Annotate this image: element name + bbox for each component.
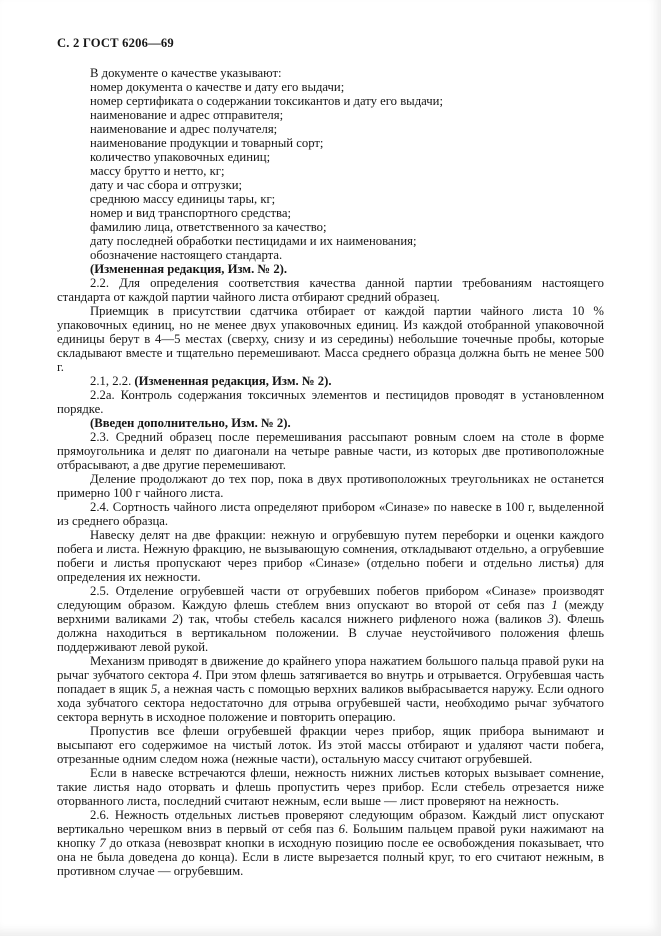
list-line <box>57 234 604 248</box>
document-body <box>57 66 604 878</box>
list-line <box>57 122 604 136</box>
list-line <box>57 108 604 122</box>
text-run: (между верхними валиками <box>57 598 605 626</box>
text-run: наименование и адрес отправителя; <box>90 108 284 122</box>
list-line <box>57 136 604 150</box>
text-run: Пропустив все флеши огрубевшей фракции через прибор, ящик прибора вынимают и высыпают его содержимое на чистый лоток. Из этой массы отбирают и удаляют части побега, отрезанные одним следом ножа (нежные части), остальную массу считают огрубевшей. <box>57 724 604 766</box>
text-run: номер сертификата о содержании токсикантов и дату его выдачи; <box>90 94 443 108</box>
text-run: Деление продолжают до тех пор, пока в двух противоположных треугольниках не останется примерно 100 г чайного листа. <box>57 472 604 500</box>
paragraph <box>57 276 604 304</box>
text-run: 2.3. Средний образец после перемешивания рассыпают ровным слоем на столе в форме прямоугольника и делят по диагонали на четыре равные части, из которых две противоположные отбрасывают, а две другие перемешивают. <box>57 430 604 472</box>
text-run: . Большим пальцем правой руки нажимают на кнопку <box>57 822 605 850</box>
paragraph <box>57 766 604 808</box>
paragraph <box>57 304 604 374</box>
list-line <box>57 164 604 178</box>
text-run: (Измененная редакция, Изм. № 2). <box>134 374 332 388</box>
text-run: ) так, чтобы стебель касался нижнего рифленого ножа (валиков <box>178 612 548 626</box>
paragraph <box>57 500 604 528</box>
text-run: наименование и адрес получателя; <box>90 122 278 136</box>
list-line <box>57 178 604 192</box>
text-run: до отказа (невозврат кнопки в исходную позицию после ее освобождения показывает, что она не была доведена до конца). Если в листе вырезается полный круг, то его считают нежным, в противном случае — огрубевшим. <box>57 836 604 878</box>
paragraph <box>57 374 604 388</box>
text-run: Приемщик в присутствии сдатчика отбирает от каждой партии чайного листа 10 % упаковочных единиц, но не менее двух упаковочных единиц. Из каждой отобранной упаковочной единицы берут в 4—5 местах (сверху, снизу и из середины) небольшие точечные пробы, которые складывают вместе и тщательно перемешивают. Масса среднего образца должна быть не менее 500 г. <box>57 304 604 374</box>
list-line <box>57 150 604 164</box>
text-run: (Введен дополнительно, Изм. № 2). <box>90 416 291 430</box>
text-run: 2.2. Для определения соответствия качества данной партии требованиям настоящего стандарта от каждой партии чайного листа отбирают средний образец. <box>57 276 604 304</box>
text-run: номер и вид транспортного средства; <box>90 206 291 220</box>
text-run: . При этом флешь затягивается во внутрь и отрывается. Огрубевшая часть попадает в ящик <box>57 668 604 696</box>
text-run: обозначение настоящего стандарта. <box>90 248 283 262</box>
text-run: 2.2а. Контроль содержания токсичных элементов и пестицидов проводят в установленном порядке. <box>57 388 604 416</box>
text-run: количество упаковочных единиц; <box>90 150 271 164</box>
text-run: 4 <box>192 668 199 682</box>
text-run: 2.1, 2.2. <box>90 374 135 388</box>
text-run: фамилию лица, ответственного за качество; <box>90 220 327 234</box>
paragraph <box>57 528 604 584</box>
paragraph <box>57 584 604 654</box>
text-run: дату последней обработки пестицидами и их наименования; <box>90 234 417 248</box>
text-run: ). Флешь должна находиться в вертикальном положении. В случае неустойчивого положения флешь поддерживают левой рукой. <box>57 612 605 654</box>
text-run: Навеску делят на две фракции: нежную и огрубевшую путем переборки и оценки каждого побега и листа. Нежную фракцию, не вызывающую сомнения, откладывают отдельно, а огрубевшие побеги и листья пропускают через прибор «Синазе» (отдельно побеги и отдельно листья) для определения их нежности. <box>57 528 604 584</box>
text-run: 7 <box>99 836 106 850</box>
text-run: номер документа о качестве и дату его выдачи; <box>90 80 345 94</box>
text-run: В документе о качестве указывают: <box>90 66 282 80</box>
paragraph <box>57 430 604 472</box>
paragraph <box>57 416 604 430</box>
text-run: дату и час сбора и отгрузки; <box>90 178 243 192</box>
list-line <box>57 94 604 108</box>
text-run: Если в навеске встречаются флеши, нежность нижних листьев которых вызывает сомнение, такие листья надо оторвать и флешь пропустить через прибор. Если стебель отрезается ниже оторванного листа, последний считают нежным, если выше — лист проверяют на нежность. <box>57 766 604 808</box>
paragraph <box>57 654 604 724</box>
text-run: 3 <box>547 612 554 626</box>
text-run: , а нежная часть с помощью верхних валиков выбрасывается наружу. Если одного хода зубчатого сектора недостаточно для отрыва огрубевшей части, необходимо рычаг зубчатого сектора вернуть в исходное положение и повторить операцию. <box>57 682 604 724</box>
text-run: 5 <box>150 682 158 696</box>
text-run: 2 <box>172 612 179 626</box>
text-run: 6 <box>338 822 345 836</box>
text-run: массу брутто и нетто, кг; <box>90 164 225 178</box>
list-line <box>57 192 604 206</box>
text-run: (Измененная редакция, Изм. № 2). <box>90 262 288 276</box>
paragraph <box>57 388 604 416</box>
list-line <box>57 66 604 80</box>
list-line <box>57 220 604 234</box>
list-line <box>57 80 604 94</box>
text-run: Механизм приводят в движение до крайнего упора нажатием большого пальца правой руки на рычаг зубчатого сектора <box>57 654 604 682</box>
list-line <box>57 262 604 276</box>
page-header: С. 2 ГОСТ 6206—69 <box>57 36 174 50</box>
text-run: 2.4. Сортность чайного листа определяют прибором «Синазе» по навеске в 100 г, выделенной из среднего образца. <box>57 500 604 528</box>
paragraph <box>57 472 604 500</box>
text-run: 2.5. Отделение огрубевшей части от огрубевших побегов прибором «Синазе» производят следующим образом. Каждую флешь стеблем вниз опускают во второй от себя паз <box>57 584 604 612</box>
text-run: 2.6. Нежность отдельных листьев проверяют следующим образом. Каждый лист опускают вертикально черешком вниз в первый от себя паз <box>57 808 604 836</box>
paragraph <box>57 724 604 766</box>
text-run: 1 <box>551 598 558 612</box>
text-run: наименование продукции и товарный сорт; <box>90 136 324 150</box>
text-run: среднюю массу единицы тары, кг; <box>90 192 276 206</box>
list-line <box>57 206 604 220</box>
list-line <box>57 248 604 262</box>
paragraph <box>57 808 604 878</box>
